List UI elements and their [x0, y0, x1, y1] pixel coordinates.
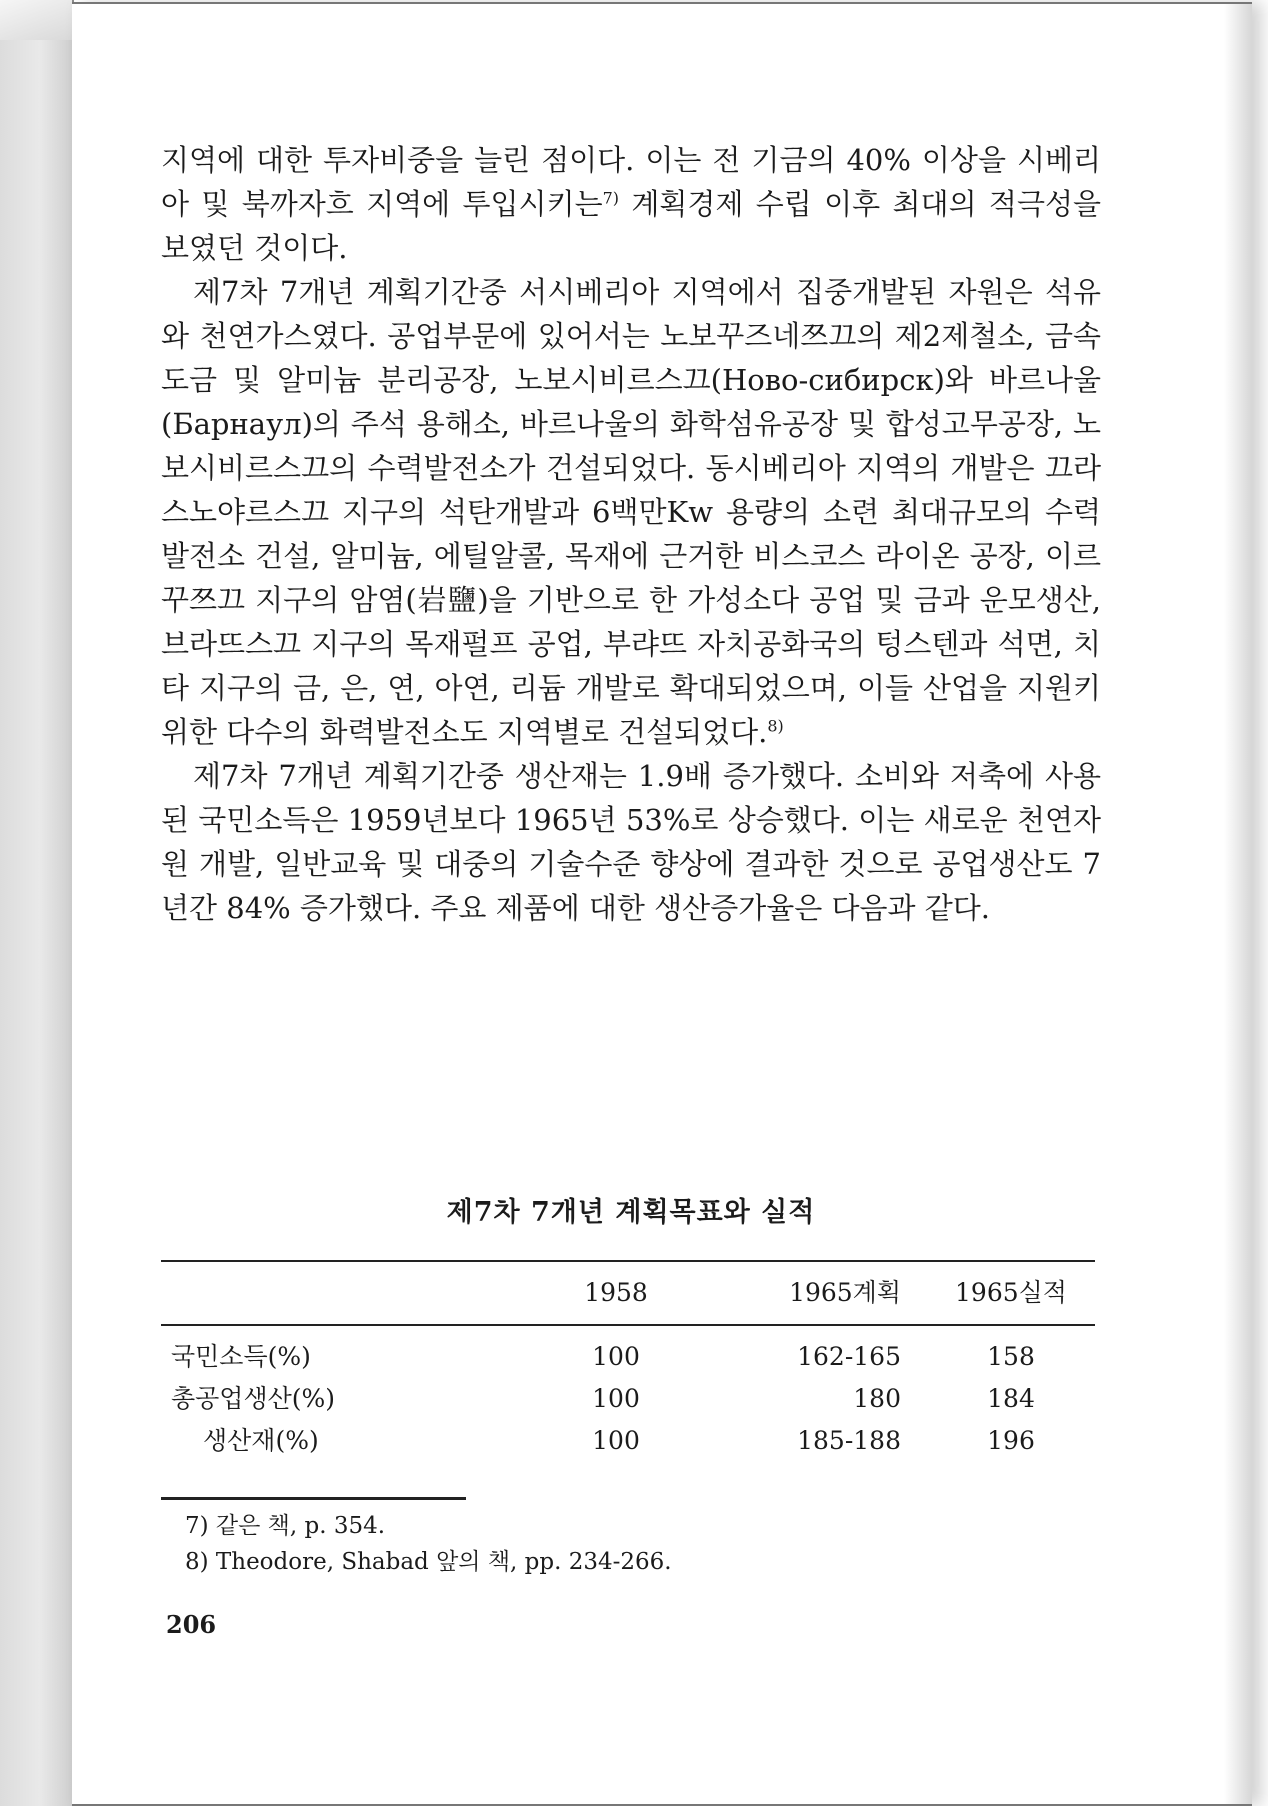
header-1965-actual: 1965실적 — [955, 1278, 1067, 1307]
cell-1958: 100 — [592, 1426, 640, 1455]
data-table — [161, 1260, 1095, 1462]
table-row — [161, 1378, 1095, 1420]
cell-plan: 180 — [853, 1384, 901, 1413]
table-row — [161, 1420, 1095, 1462]
cell-1958: 100 — [592, 1342, 640, 1371]
cell-actual: 158 — [987, 1342, 1035, 1371]
cell-actual: 184 — [987, 1384, 1035, 1413]
table-title: 제7차 7개년 계획목표와 실적 — [446, 1197, 816, 1228]
footnote-8: 8) Theodore, Shabad 앞의 책, pp. 234-266. — [185, 1549, 672, 1575]
page-edge-shadow — [1224, 4, 1252, 1804]
table-row — [161, 1336, 1095, 1378]
footnote-ref-8: 8) — [767, 716, 784, 736]
paragraph-1 — [161, 138, 1101, 270]
footnote-ref-7: 7) — [602, 188, 620, 208]
row-label: 생산재(%) — [203, 1426, 319, 1455]
footnotes — [185, 1508, 1085, 1580]
table-body — [161, 1326, 1095, 1462]
footnote-divider — [161, 1497, 466, 1500]
row-label: 총공업생산(%) — [171, 1384, 336, 1413]
page-number: 206 — [166, 1610, 217, 1639]
paragraph-text: 제7차 7개년 계획기간중 생산재는 1.9배 증가했다. 소비와 저축에 사용된 국민소득은 1959년보다 1965년 53%로 상승했다. 이는 새로운 천연자원 개발, 일반교육 및 대중의 기술수준 향상에 결과한 것으로 공업생산도 7년간 84% 증가했다. 주요 제품에 대한 생산증가율은 다음과 같다. — [161, 759, 1101, 925]
paragraph-2 — [161, 270, 1101, 754]
paragraph-text: 지역에 대한 투자비중을 늘린 점이다. 이는 전 기금의 40% 이상을 시베리아 및 북까자흐 지역에 투입시키는 — [161, 143, 1101, 221]
book-spine-top — [0, 0, 72, 40]
cell-plan: 162-165 — [797, 1342, 901, 1371]
header-1958: 1958 — [584, 1278, 648, 1307]
table-header-row — [161, 1262, 1095, 1326]
paragraph-text-continued: 계획경제 수립 이후 최대의 적극성을 보였던 것이다. — [161, 187, 1101, 265]
row-label: 국민소득(%) — [171, 1342, 311, 1371]
cell-actual: 196 — [987, 1426, 1035, 1455]
book-spine — [0, 0, 74, 1806]
paragraph-3 — [161, 754, 1101, 930]
body-text — [161, 138, 1101, 930]
header-1965-plan: 1965계획 — [789, 1278, 901, 1307]
cell-plan: 185-188 — [797, 1426, 901, 1455]
footnote-7: 7) 같은 책, p. 354. — [185, 1513, 386, 1539]
cell-1958: 100 — [592, 1384, 640, 1413]
paragraph-text: 제7차 7개년 계획기간중 서시베리아 지역에서 집중개발된 자원은 석유와 천연가스였다. 공업부문에 있어서는 노보꾸즈네쯔끄의 제2제철소, 금속도금 및 알미늄 분리공장, 노보시비르스끄(Ново-сибирск)와 바르나울(Барнаул)의 주석 용해소, 바르나울의 화학섬유공장 및 합성고무공장, 노보시비르스끄의 수력발전소가 건설되었다. 동시베리아 지역의 개발은 끄라스노야르스끄 지구의 석탄개발과 6백만Kw 용량의 소련 최대규모의 수력발전소 건설, 알미늄, 에틸알콜, 목재에 근거한 비스코스 라이온 공장, 이르꾸쯔끄 지구의 암염(岩鹽)을 기반으로 한 가성소다 공업 및 금과 운모생산, 브라뜨스끄 지구의 목재펄프 공업, 부랴뜨 자치공화국의 텅스텐과 석면, 치타 지구의 금, 은, 연, 아연, 리듐 개발로 확대되었으며, 이들 산업을 지원키 위한 다수의 화력발전소도 지역별로 건설되었다. — [161, 275, 1101, 749]
